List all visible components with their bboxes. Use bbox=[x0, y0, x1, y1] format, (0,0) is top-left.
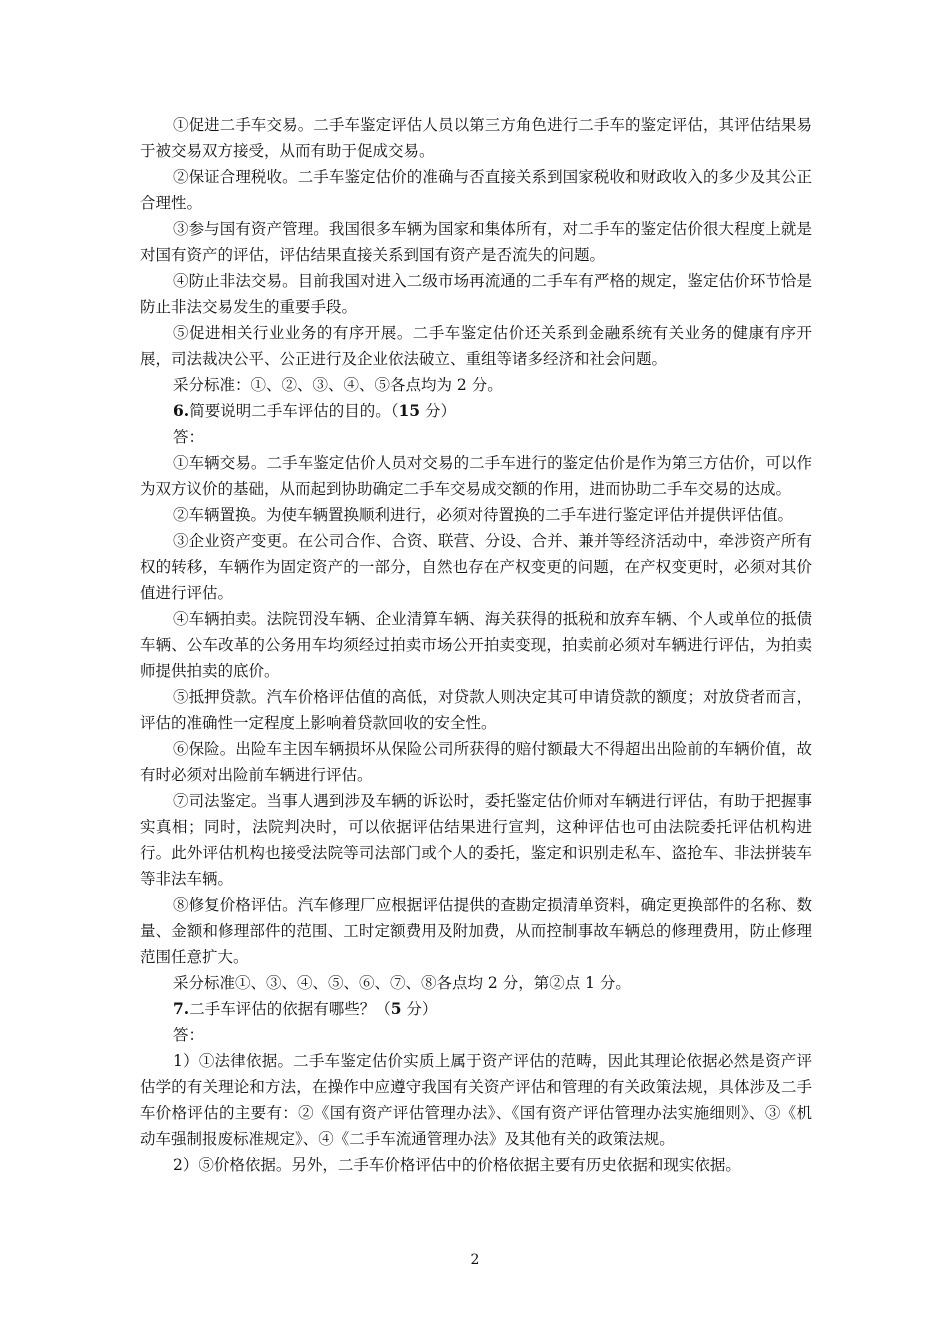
question-7-text: 二手车评估的依据有哪些？（ bbox=[189, 1000, 391, 1018]
question-7-tail: 分） bbox=[401, 1000, 438, 1018]
question-6-tail: 分） bbox=[420, 402, 456, 420]
paragraph-6-8: ⑧修复价格评估。汽车修理厂应根据评估提供的查勘定损清单资料，确定更换部件的名称、数量、金额和修理部件的范围、工时定额费用及附加费，从而控制事故车辆总的修理费用，防止修理范围任意扩大。 bbox=[140, 896, 812, 966]
question-7 bbox=[140, 996, 812, 1022]
paragraph-1: ①促进二手车交易。二手车鉴定评估人员以第三方角色进行二手车的鉴定评估，其评估结果易于被交易双方接受，从而有助于促成交易。 bbox=[140, 116, 812, 160]
paragraph-6-4: ④车辆拍卖。法院罚没车辆、企业清算车辆、海关获得的抵税和放弃车辆、个人或单位的抵债车辆、公车改革的公务用车均须经过拍卖市场公开拍卖变现，拍卖前必须对车辆进行评估，为拍卖师提供拍卖的底价。 bbox=[140, 610, 812, 680]
page-number: 2 bbox=[470, 1252, 480, 1268]
scoring-standard-6: 采分标准①、③、④、⑤、⑥、⑦、⑧各点均 2 分，第②点 1 分。 bbox=[173, 974, 631, 992]
paragraph-6-5: ⑤抵押贷款。汽车价格评估值的高低，对贷款人则决定其可申请贷款的额度；对放贷者而言，评估的准确性一定程度上影响着贷款回收的安全性。 bbox=[140, 688, 812, 732]
paragraph-5: ⑤促进相关行业业务的有序开展。二手车鉴定估价还关系到金融系统有关业务的健康有序开展，司法裁决公平、公正进行及企业依法破立、重组等诸多经济和社会问题。 bbox=[140, 324, 812, 368]
paragraph-4: ④防止非法交易。目前我国对进入二级市场再流通的二手车有严格的规定，鉴定估价环节恰是防止非法交易发生的重要手段。 bbox=[140, 272, 812, 316]
paragraph-6-2: ②车辆置换。为使车辆置换顺利进行，必须对待置换的二手车进行鉴定评估并提供评估值。 bbox=[173, 506, 794, 524]
page-content bbox=[140, 112, 812, 1178]
paragraph-7-1: 1）①法律依据。二手车鉴定估价实质上属于资产评估的范畴，因此其理论依据必然是资产评估学的有关理论和方法，在操作中应遵守我国有关资产评估和管理的有关政策法规，具体涉及二手车价格评估的主要有：②《国有资产评估管理办法》、《国有资产评估管理办法实施细则》、③《机动车强制报废标准规定》、④《二手车流通管理办法》及其他有关的政策法规。 bbox=[140, 1052, 812, 1148]
question-6-points: 15 bbox=[398, 401, 421, 420]
question-6 bbox=[140, 398, 812, 424]
scoring-standard-5: 采分标准：①、②、③、④、⑤各点均为 2 分。 bbox=[173, 376, 503, 394]
answer-label-7: 答： bbox=[173, 1026, 205, 1044]
question-6-text: 简要说明二手车评估的目的。（ bbox=[189, 402, 399, 420]
paragraph-6-3: ③企业资产变更。在公司合作、合资、联营、分设、合并、兼并等经济活动中，牵涉资产所有权的转移，车辆作为固定资产的一部分，自然也存在产权变更的问题，在产权变更时，必须对其价值进行评估。 bbox=[140, 532, 812, 602]
question-6-number: 6. bbox=[173, 401, 190, 420]
paragraph-6-7: ⑦司法鉴定。当事人遇到涉及车辆的诉讼时，委托鉴定估价师对车辆进行评估，有助于把握事实真相；同时，法院判决时，可以依据评估结果进行宣判，这种评估也可由法院委托评估机构进行。此外评估机构也接受法院等司法部门或个人的委托，鉴定和识别走私车、盗抢车、非法拼装车等非法车辆。 bbox=[140, 792, 812, 888]
question-7-points: 5 bbox=[390, 999, 402, 1018]
paragraph-6-6: ⑥保险。出险车主因车辆损坏从保险公司所获得的赔付额最大不得超出出险前的车辆价值，故有时必须对出险前车辆进行评估。 bbox=[140, 740, 812, 784]
paragraph-2: ②保证合理税收。二手车鉴定估价的准确与否直接关系到国家税收和财政收入的多少及其公正合理性。 bbox=[140, 168, 812, 212]
paragraph-7-2: 2）⑤价格依据。另外，二手车价格评估中的价格依据主要有历史依据和现实依据。 bbox=[173, 1156, 741, 1174]
question-7-number: 7. bbox=[173, 999, 190, 1018]
paragraph-3: ③参与国有资产管理。我国很多车辆为国家和集体所有，对二手车的鉴定估价很大程度上就是对国有资产的评估，评估结果直接关系到国有资产是否流失的问题。 bbox=[140, 220, 812, 264]
answer-label-6: 答： bbox=[173, 428, 205, 446]
paragraph-6-1: ①车辆交易。二手车鉴定估价人员对交易的二手车进行的鉴定估价是作为第三方估价，可以作为双方议价的基础，从而起到协助确定二手车交易成交额的作用，进而协助二手车交易的达成。 bbox=[140, 454, 812, 498]
